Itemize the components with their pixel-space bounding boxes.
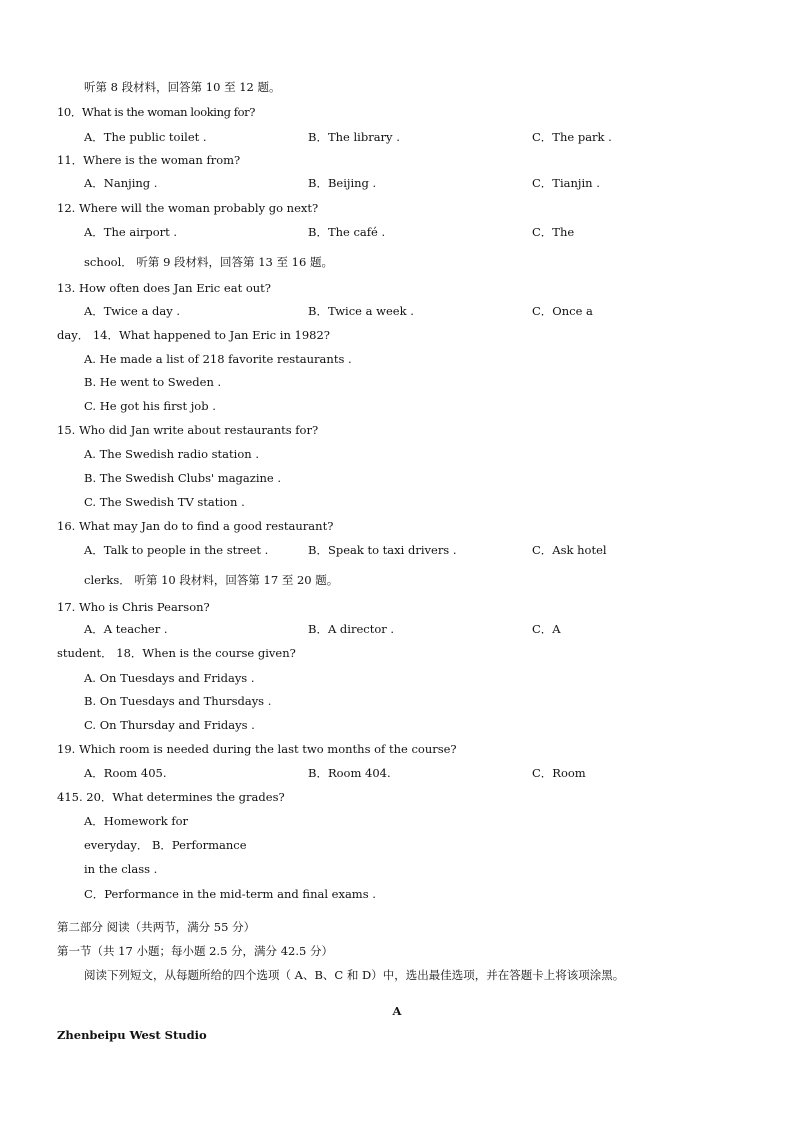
- option-10a: A．The public toilet .: [84, 130, 207, 144]
- option-20b-cont: in the class .: [84, 862, 158, 876]
- option-14c: C. He got his first job .: [84, 399, 216, 413]
- question-10: 10．What is the woman looking for?: [57, 105, 256, 119]
- question-13: 13. How often does Jan Eric eat out?: [57, 281, 271, 295]
- question-19: 19. Which room is needed during the last two months of the course?: [57, 742, 457, 756]
- option-12b: B．The café .: [308, 225, 386, 239]
- option-19a: A．Room 405.: [84, 766, 167, 780]
- passage-label: A: [392, 1004, 402, 1018]
- option-14a: A. He made a list of 218 favorite restaurants .: [84, 352, 352, 366]
- question-12: 12. Where will the woman probably go next?: [57, 201, 319, 215]
- question-15: 15. Who did Jan write about restaurants for?: [57, 423, 319, 437]
- option-18c: C. On Thursday and Fridays .: [84, 718, 255, 732]
- option-16a: A．Talk to people in the street .: [84, 543, 269, 557]
- option-20c: C．Performance in the mid-term and final exams .: [84, 887, 376, 901]
- option-11b: B．Beijing .: [308, 176, 377, 190]
- option-19b: B．Room 404.: [308, 766, 391, 780]
- option-10c: C．The park .: [532, 130, 612, 144]
- option-17c: C．A: [532, 622, 561, 636]
- option-16c: C．Ask hotel: [532, 543, 607, 557]
- option-12a: A．The airport .: [84, 225, 178, 239]
- option-11a: A．Nanjing .: [84, 176, 158, 190]
- question-16: 16. What may Jan do to find a good restaurant?: [57, 519, 334, 533]
- option-14b: B. He went to Sweden .: [84, 375, 222, 389]
- passage-title: Zhenbeipu West Studio: [57, 1028, 207, 1042]
- section-instruction: clerks． 听第 10 段材料，回答第 17 至 20 题。: [84, 573, 339, 587]
- option-18b: B. On Tuesdays and Thursdays .: [84, 694, 272, 708]
- part-heading: 第二部分 阅读（共两节，满分 55 分）: [57, 920, 256, 934]
- question-17: 17. Who is Chris Pearson?: [57, 600, 210, 614]
- question-14: day． 14．What happened to Jan Eric in 1982?: [57, 328, 330, 342]
- section-heading: 第一节（共 17 小题；每小题 2.5 分，满分 42.5 分）: [57, 944, 333, 958]
- reading-instruction: 阅读下列短文，从每题所给的四个选项（ A、B、C 和 D）中，选出最佳选项，并在答题卡上将该项涂黑。: [84, 968, 625, 982]
- question-18: student． 18．When is the course given?: [57, 646, 296, 660]
- option-20a: A．Homework for: [84, 814, 189, 828]
- option-17a: A．A teacher .: [84, 622, 168, 636]
- option-10b: B．The library .: [308, 130, 400, 144]
- section-instruction: school． 听第 9 段材料，回答第 13 至 16 题。: [84, 255, 333, 269]
- option-15a: A. The Swedish radio station .: [84, 447, 259, 461]
- option-15c: C. The Swedish TV station .: [84, 495, 245, 509]
- section-instruction: 听第 8 段材料，回答第 10 至 12 题。: [84, 80, 281, 94]
- option-13b: B．Twice a week .: [308, 304, 414, 318]
- option-12c: C．The: [532, 225, 575, 239]
- option-20b: everyday． B．Performance: [84, 838, 247, 852]
- option-17b: B．A director .: [308, 622, 395, 636]
- option-13c: C．Once a: [532, 304, 593, 318]
- option-11c: C．Tianjin .: [532, 176, 600, 190]
- option-16b: B．Speak to taxi drivers .: [308, 543, 457, 557]
- question-20: 415. 20．What determines the grades?: [57, 790, 285, 804]
- option-18a: A. On Tuesdays and Fridays .: [84, 671, 255, 685]
- option-15b: B. The Swedish Clubs' magazine .: [84, 471, 282, 485]
- option-19c: C．Room: [532, 766, 586, 780]
- option-13a: A．Twice a day .: [84, 304, 181, 318]
- question-11: 11．Where is the woman from?: [57, 153, 241, 167]
